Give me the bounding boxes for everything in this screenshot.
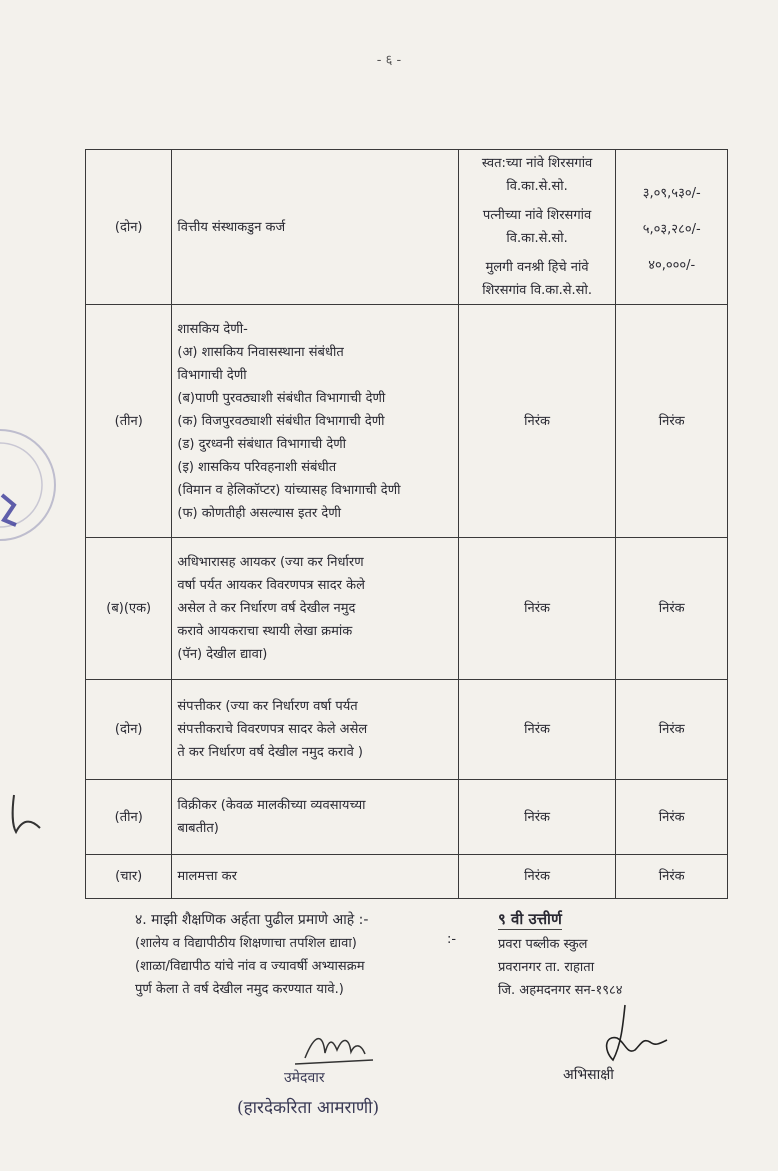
status-value: निरंक [458,780,616,855]
education-details [498,909,658,1002]
table-row [86,538,728,680]
row-description: शासकिय देणी- (अ) शासकिय निवासस्थाना संबंधीत विभागाची देणी (ब)पाणी पुरवठ्याशी संबंधीत विभागाची देणी (क) विजपुरवठ्याशी संबंधीत विभागाची देणी (ड) दुरध्वनी संबंधात विभागाची देणी (इ) शासकिय परिवहनाशी संबंधीत (विमान व हेलिकॉप्टर) यांच्यासह विभागाची देणी (फ) कोणतीही असल्यास इतर देणी [172,305,458,538]
education-result: ९ वी उत्तीर्ण [498,910,562,928]
declarant-title: उमेदवार [284,1070,325,1086]
education-line: (शाळा/विद्यापीठ यांचे नांव व ज्यावर्षी अभ्यासक्रम [135,959,365,974]
school-name: प्रवरा पब्लीक स्कुल [498,937,588,952]
attestor-signature [595,1000,695,1070]
status-value: निरंक [458,538,616,680]
education-line: (शालेय व विद्यापीठीय शिक्षणाचा तपशिल द्यावा) [135,936,357,951]
row-number: (चार) [86,855,172,899]
row-description: मालमत्ता कर [172,855,458,899]
table-row [86,680,728,780]
row-number: (तीन) [86,305,172,538]
education-colon: :- [447,932,457,947]
status-value: निरंक [458,680,616,780]
education-heading: ४. माझी शैक्षणिक अर्हता पुढील प्रमाणे आहे :- [135,912,369,928]
status-value: निरंक [616,780,728,855]
row-number: (दोन) [86,680,172,780]
status-value: निरंक [458,305,616,538]
row-number: (ब)(एक) [86,538,172,680]
row-description: संपत्तीकर (ज्या कर निर्धारण वर्षा पर्यत संपत्तीकराचे विवरणपत्र सादर केले असेल ते कर निर्धारण वर्ष देखील नमुद करावे ) [172,680,458,780]
status-value: निरंक [616,855,728,899]
table-row [86,305,728,538]
row-description: विक्रीकर (केवळ मालकीच्या व्यवसायच्या बाबतीत) [172,780,458,855]
declarant-name: (हारदेकरिता आमराणी) [237,1098,380,1118]
table-row [86,150,728,305]
declarant-signature [295,1028,375,1073]
row-description: अधिभारासह आयकर (ज्या कर निर्धारण वर्षा पर्यत आयकर विवरणपत्र सादर केले असेल ते कर निर्धारण वर्ष देखील नमुद करावे आयकराचा स्थायी लेखा क्रमांक (पॅन) देखील द्यावा) [172,538,458,680]
status-value: निरंक [616,680,728,780]
status-value: निरंक [616,538,728,680]
status-value: निरंक [616,305,728,538]
loan-details: स्वत:च्या नांवे शिरसगांव वि.का.से.सो. पत्नीच्या नांवे शिरसगांव वि.का.से.सो. मुलगी वनश्री हिचे नांवे शिरसगांव वि.का.से.सो. [458,150,616,305]
row-number: (तीन) [86,780,172,855]
table-row [86,855,728,899]
status-value: निरंक [458,855,616,899]
education-line: पुर्ण केला ते वर्ष देखील नमुद करण्यात यावे.) [135,982,344,997]
row-description: वित्तीय संस्थाकडुन कर्ज [172,150,458,305]
row-number: (दोन) [86,150,172,305]
page-number: - ६ - [376,53,402,68]
table-row [86,780,728,855]
liabilities-table [85,149,728,899]
loan-amounts: ३,०९,५३०/- ५,०३,२८०/- ४०,०००/- [616,150,728,305]
education-instructions [135,909,495,1001]
school-district-year: जि. अहमदनगर सन-१९८४ [498,983,623,998]
school-place: प्रवरानगर ता. राहाता [498,960,595,975]
margin-tick-mark [8,790,48,840]
seal-stamp [0,425,60,545]
attested-label: अभिसाक्षी [563,1067,614,1083]
